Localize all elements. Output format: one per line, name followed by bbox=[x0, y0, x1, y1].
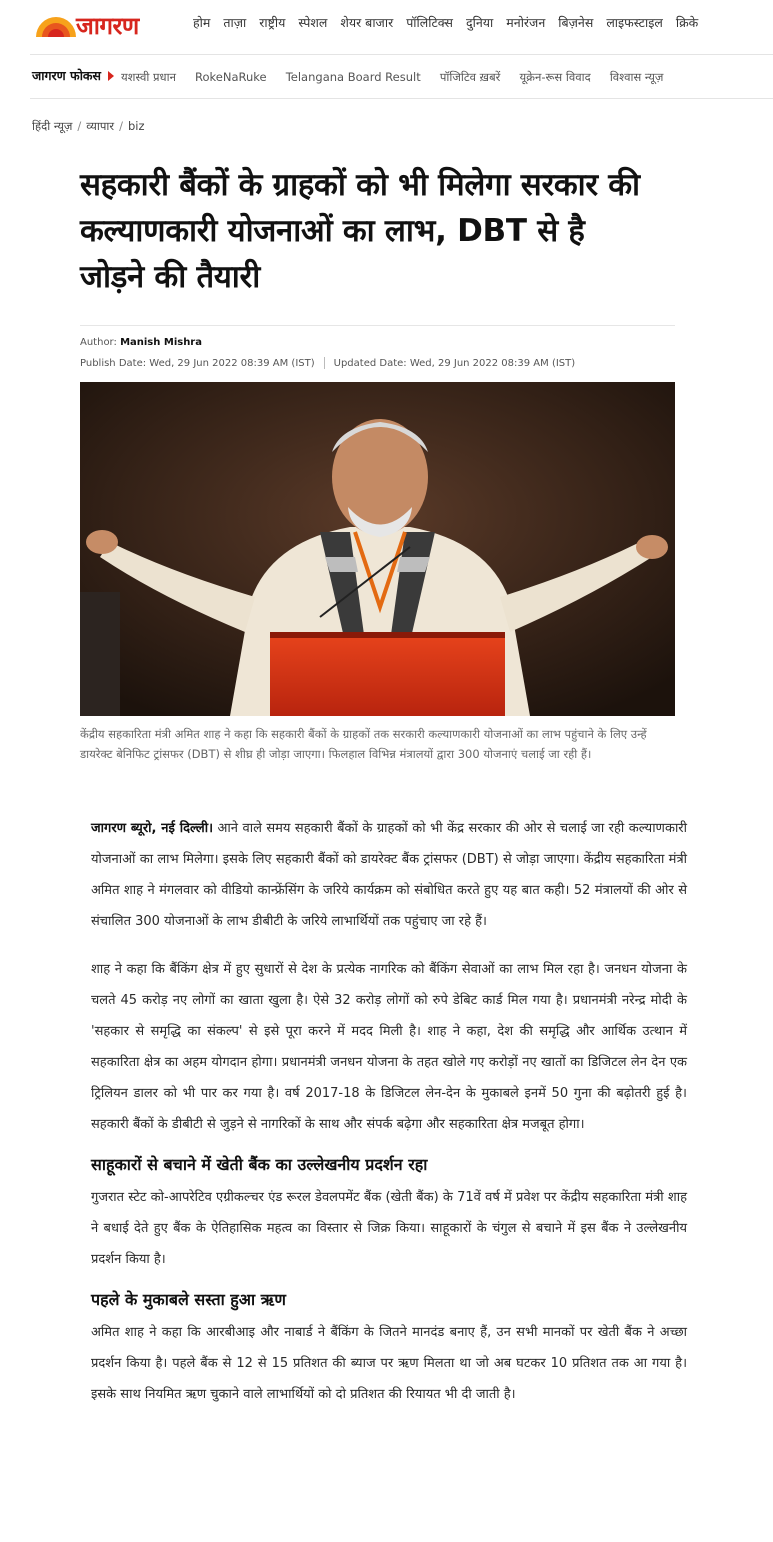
image-caption: केंद्रीय सहकारिता मंत्री अमित शाह ने कहा कि सहकारी बैंकों के ग्राहकों तक सरकारी कल्याणकारी योजनाओं का लाभ पहुंचाने के लिए उन्हें डायरेक्ट बेनिफिट ट्रांसफर (DBT) से शीघ्र ही जोड़ा जाएगा। फिलहाल विभिन्न मंत्रालयों द्वारा 300 योजनाएं चलाई जा रही हैं। bbox=[80, 727, 647, 761]
nav-item-world[interactable]: दुनिया bbox=[465, 15, 494, 30]
section-heading: साहूकारों से बचाने में खेती बैंक का उल्लेखनीय प्रदर्शन रहा bbox=[91, 1155, 428, 1174]
author-name[interactable]: Manish Mishra bbox=[120, 337, 202, 348]
breadcrumb-business[interactable]: व्यापार bbox=[86, 119, 115, 133]
breadcrumb-separator: / bbox=[77, 119, 82, 133]
breadcrumb-home[interactable]: हिंदी न्यूज़ bbox=[32, 119, 73, 133]
section-heading: पहले के मुकाबले सस्ता हुआ ऋण bbox=[91, 1290, 286, 1309]
breadcrumb-biz[interactable]: biz bbox=[127, 119, 145, 133]
focus-title: जागरण फोकस bbox=[32, 68, 101, 83]
focus-items bbox=[121, 66, 678, 85]
nav-divider bbox=[30, 54, 773, 55]
focus-item-ukraine-russia[interactable]: यूक्रेन-रूस विवाद bbox=[519, 70, 591, 84]
focus-item-yashasvi[interactable]: यशस्वी प्रधान bbox=[120, 70, 176, 84]
logo-text: जागरण bbox=[76, 11, 139, 40]
article-headline: सहकारी बैंकों के ग्राहकों को भी मिलेगा सरकार की कल्याणकारी योजनाओं का लाभ, DBT से है जोड़ने की तैयारी bbox=[80, 167, 640, 295]
publish-date: Publish Date: Wed, 29 Jun 2022 08:39 AM (IST) bbox=[80, 357, 315, 369]
article-body bbox=[91, 813, 687, 1427]
focus-arrow-icon bbox=[108, 71, 114, 81]
nav-item-special[interactable]: स्पेशल bbox=[298, 15, 328, 30]
nav-item-cricket[interactable]: क्रिके bbox=[675, 15, 699, 30]
nav-item-share-market[interactable]: शेयर बाजार bbox=[340, 15, 394, 30]
nav-item-national[interactable]: राष्ट्रीय bbox=[259, 15, 286, 30]
author-line bbox=[80, 337, 202, 348]
sun-logo-icon bbox=[32, 11, 80, 39]
main-nav-menu bbox=[193, 14, 711, 31]
focus-divider bbox=[30, 98, 773, 99]
article-hero-image bbox=[80, 382, 675, 716]
paragraph-text: आने वाले समय सहकारी बैंकों के ग्राहकों को भी केंद्र सरकार की ओर से चलाई जा रही कल्याणकारी योजनाओं का लाभ मिलेगा। इसके लिए सहकारी बैंकों को डायरेक्ट बैंक ट्रांसफर (DBT) से जोड़ा जाएगा। केंद्रीय सहकारिता मंत्री अमित शाह ने मंगलवार को वीडियो कान्फ्रेंसिंग के जरिये कार्यक्रम को संबोधित करते हुए यह बात कही। 52 मंत्रालयों की ओर से संचालित 300 योजनाओं के लाभ डीबीटी के जरिये लाभार्थियों तक पहुंचाए जा रहे हैं। bbox=[91, 821, 687, 929]
focus-item-rokenaruke[interactable]: RokeNaRuke bbox=[195, 70, 267, 84]
nav-item-politics[interactable]: पॉलिटिक्स bbox=[406, 15, 453, 30]
author-label: Author: bbox=[80, 337, 117, 348]
focus-item-vishvas-news[interactable]: विश्वास न्यूज़ bbox=[609, 70, 664, 84]
breadcrumb-separator: / bbox=[119, 119, 123, 133]
speaker-photo bbox=[80, 382, 675, 716]
meta-divider bbox=[80, 325, 675, 326]
nav-item-home[interactable]: होम bbox=[193, 15, 211, 30]
article-paragraph: अमित शाह ने कहा कि आरबीआइ और नाबार्ड ने बैंकिंग के जितने मानदंड बनाए हैं, उन सभी मानकों पर खेती बैंक ने अच्छा प्रदर्शन किया है। पहले बैंक से 12 से 15 प्रतिशत की ब्याज पर ऋण मिलता था जो अब घटकर 10 प्रतिशत तक आ गया है। इसके साथ नियमित ऋण चुकाने वाले लाभार्थियों को दो प्रतिशत की रियायत भी दी जाती है। bbox=[91, 1325, 687, 1402]
top-navigation bbox=[0, 0, 773, 50]
nav-item-latest[interactable]: ताज़ा bbox=[223, 15, 247, 30]
article-paragraph: गुजरात स्टेट को-आपरेटिव एग्रीकल्चर एंड रूरल डेवलपमेंट बैंक (खेती बैंक) के 71वें वर्ष में प्रवेश पर केंद्रीय सहकारिता मंत्री शाह ने बधाई देते हुए बैंक के ऐतिहासिक महत्व का विस्तार से जिक्र किया। साहूकारों के चंगुल से बचाने में इस बैंक ने उल्लेखनीय प्रदर्शन किया है। bbox=[91, 1190, 687, 1267]
updated-date: Updated Date: Wed, 29 Jun 2022 08:39 AM (IST) bbox=[333, 357, 576, 369]
nav-item-business[interactable]: बिज़नेस bbox=[558, 15, 594, 30]
date-separator bbox=[324, 357, 325, 369]
focus-item-telangana-result[interactable]: Telangana Board Result bbox=[285, 70, 421, 84]
date-line bbox=[80, 357, 575, 369]
focus-item-positive-news[interactable]: पॉजिटिव ख़बरें bbox=[439, 70, 501, 84]
nav-item-lifestyle[interactable]: लाइफस्टाइल bbox=[606, 15, 663, 30]
nav-item-entertainment[interactable]: मनोरंजन bbox=[506, 15, 546, 30]
article-paragraph: शाह ने कहा कि बैंकिंग क्षेत्र में हुए सुधारों से देश के प्रत्येक नागरिक को बैंकिंग सेवाओं का लाभ मिल रहा है। जनधन योजना के चलते 45 करोड़ नए लोगों का खाता खुला है। ऐसे 32 करोड़ लोगों को रुपे डेबिट कार्ड मिल गया है। प्रधानमंत्री नरेन्द्र मोदी के 'सहकार से समृद्धि का संकल्प' से इसे पूरा करने में मदद मिली है। शाह ने कहा, देश की समृद्धि और आर्थिक उत्थान में सहकारिता क्षेत्र का अहम योगदान होगा। प्रधानमंत्री जनधन योजना के तहत खोले गए करोड़ों नए खातों का डिजिटल लेन देन एक ट्रिलियन डालर को भी पार कर गया है। वर्ष 2017-18 के डिजिटल लेन-देन के मुकाबले इनमें 50 गुना की बढ़ोतरी हुई है। सहकारी बैंकों के डीबीटी से जुड़ने से नागरिकों के साथ और संपर्क बढ़ेगा और सहकारिता क्षेत्र मजबूत होगा। bbox=[91, 962, 687, 1132]
breadcrumb bbox=[32, 119, 145, 134]
article-paragraph bbox=[91, 813, 687, 937]
site-logo[interactable] bbox=[32, 10, 172, 40]
focus-bar bbox=[32, 66, 677, 85]
dateline: जागरण ब्यूरो, नई दिल्ली। bbox=[91, 821, 214, 836]
